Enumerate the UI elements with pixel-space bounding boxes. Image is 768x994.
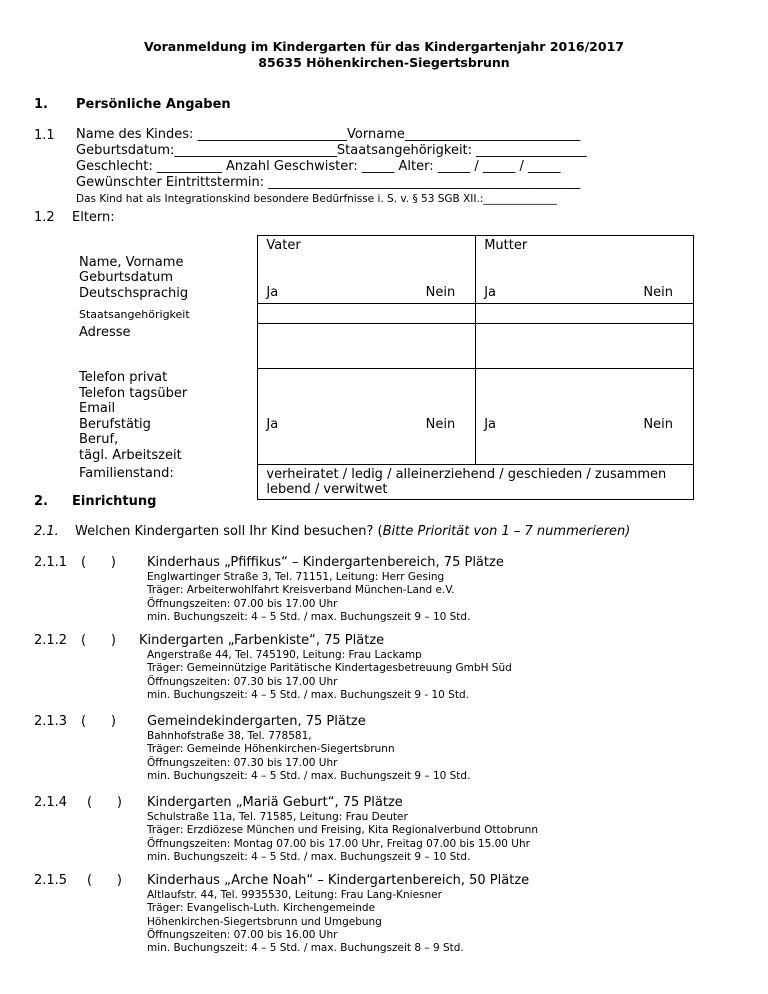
facility-name: Kinderhaus „Arche Noah“ – Kindergartenbereich, 50 Plätze: [147, 873, 530, 888]
facility-name: Kindergarten „Farbenkiste“, 75 Plätze: [139, 633, 385, 648]
label-phone-private: Telefon privat: [79, 370, 168, 385]
facility-provider-region: Höhenkirchen-Siegertsbrunn und Umgebung: [147, 915, 382, 928]
facility-address: Englwartinger Straße 3, Tel. 71151, Leitung: Herr Gesing: [147, 571, 445, 583]
section-1-title: Persönliche Angaben: [76, 97, 231, 112]
facility-address: Bahnhofstraße 38, Tel. 778581,: [147, 730, 312, 742]
priority-field[interactable]: ( ): [81, 555, 116, 570]
mother-address-cell[interactable]: [476, 323, 694, 368]
label-email: Email: [79, 401, 116, 416]
entry-date-line[interactable]: Gewünschter Eintrittstermin: ________________________________________________: [76, 175, 581, 190]
father-contact-cell[interactable]: [258, 368, 476, 464]
facility-provider: Träger: Gemeinnützige Paritätische Kindertagesbetreuung GmbH Süd: [147, 662, 512, 675]
facility-address: Schulstraße 11a, Tel. 71585, Leitung: Frau Deuter: [147, 811, 408, 823]
label-phone-daytime: Telefon tagsüber: [79, 385, 188, 401]
birthdate-nationality-line[interactable]: Geburtsdatum:_________________________Staatsangehörigkeit: _________________: [76, 143, 587, 158]
facility-question: [75, 524, 630, 539]
facility-address: Altlaufstr. 44, Tel. 9935530, Leitung: Frau Lang-Kniesner: [147, 889, 442, 901]
father-german-no[interactable]: Nein: [425, 284, 456, 300]
label-personal-cell: [72, 236, 258, 304]
father-address-cell[interactable]: [258, 323, 476, 368]
label-occupation: Beruf,: [79, 432, 119, 447]
facility-booking: min. Buchungszeit: 4 – 5 Std. / max. Buchungszeit 9 – 10 Std.: [147, 769, 471, 782]
mother-german-no[interactable]: Nein: [643, 284, 673, 300]
facility-hours: Öffnungszeiten: Montag 07.00 bis 17.00 Uhr, Freitag 07.00 bis 15.00 Uhr: [147, 837, 530, 850]
section-1-number: 1.: [34, 97, 48, 112]
section-1-1-number: 1.1: [34, 128, 55, 143]
facility-hours: Öffnungszeiten: 07.30 bis 17.00 Uhr: [147, 675, 338, 688]
label-nationality: Staatsangehörigkeit: [79, 307, 190, 321]
document-subtitle: 85635 Höhenkirchen-Siegertsbrunn: [258, 55, 510, 70]
facility-booking: min. Buchungszeit: 4 – 5 Std. / max. Buchungszeit 8 – 9 Std.: [147, 942, 464, 955]
facility-name: Kindergarten „Mariä Geburt“, 75 Plätze: [147, 795, 403, 810]
facility-number: 2.1.2: [34, 633, 68, 648]
facility-question-text: Welchen Kindergarten soll Ihr Kind besuchen? (: [75, 524, 383, 539]
label-working-hours: tägl. Arbeitszeit: [79, 447, 182, 463]
section-2-number: 2.: [34, 494, 48, 509]
section-2-title: Einrichtung: [72, 494, 157, 509]
facility-hours: Öffnungszeiten: 07.00 bis 17.00 Uhr: [147, 597, 338, 610]
document-title: Voranmeldung im Kindergarten für das Kindergartenjahr 2016/2017: [144, 39, 624, 54]
section-2-1-number: 2.1.: [34, 524, 59, 539]
priority-field[interactable]: ( ): [87, 795, 122, 810]
facility-details: [147, 811, 538, 864]
father-nationality-cell[interactable]: [258, 304, 476, 324]
father-column-header: Vater: [266, 238, 301, 253]
mother-employed-no[interactable]: Nein: [643, 416, 673, 432]
facility-provider: Träger: Evangelisch-Luth. Kirchengemeinde: [147, 902, 376, 915]
priority-field[interactable]: ( ): [81, 633, 116, 648]
facility-address: Angerstraße 44, Tel. 745190, Leitung: Frau Lackamp: [147, 649, 422, 661]
integration-line[interactable]: Das Kind hat als Integrationskind besondere Bedürfnisse i. S. v. § 53 SGB XII.:______________: [76, 193, 557, 205]
facility-hours: Öffnungszeiten: 07.30 bis 17.00 Uhr: [147, 756, 338, 769]
father-personal-cell[interactable]: [258, 236, 476, 304]
section-1-2-number: 1.2: [34, 210, 55, 225]
facility-booking: min. Buchungszeit: 4 – 5 Std. / max. Buchungszeit 9 – 10 Std.: [147, 610, 471, 623]
facility-question-hint: Bitte Priorität von 1 – 7 nummerieren): [382, 524, 631, 539]
mother-german-yes[interactable]: Ja: [484, 284, 496, 300]
father-employed-yes[interactable]: Ja: [266, 416, 279, 432]
facility-provider: Träger: Erzdiözese München und Freising, Kita Regionalverbund Ottobrunn: [147, 824, 538, 837]
label-address: Adresse: [79, 325, 131, 340]
mother-employed-yes[interactable]: Ja: [484, 416, 496, 432]
parents-label: Eltern:: [72, 210, 115, 225]
label-marital-status: Familienstand:: [79, 466, 174, 481]
label-contact-cell: [72, 368, 258, 464]
facility-number: 2.1.3: [34, 714, 68, 729]
priority-field[interactable]: ( ): [81, 714, 116, 729]
priority-field[interactable]: ( ): [87, 873, 122, 888]
facility-details: [147, 571, 470, 624]
facility-number: 2.1.5: [34, 873, 68, 888]
mother-contact-cell[interactable]: [476, 368, 694, 464]
mother-column-header: Mutter: [484, 238, 528, 253]
label-birthdate: Geburtsdatum: [79, 270, 173, 285]
facility-details: [147, 730, 470, 783]
facility-provider: Träger: Arbeiterwohlfahrt Kreisverband München-Land e.V.: [147, 584, 455, 597]
facility-number: 2.1.4: [34, 795, 68, 810]
facility-name: Kinderhaus „Pfiffikus“ – Kindergartenbereich, 75 Plätze: [147, 555, 504, 570]
facility-booking: min. Buchungszeit: 4 – 5 Std. / max. Buchungszeit 9 - 10 Std.: [147, 688, 469, 701]
label-german-speaking: Deutschsprachig: [79, 285, 189, 301]
facility-booking: min. Buchungszeit: 4 – 5 Std. / max. Buchungszeit 9 – 10 Std.: [147, 850, 471, 863]
marital-status-options[interactable]: verheiratet / ledig / alleinerziehend / geschieden / zusammen lebend / verwitwet: [258, 464, 694, 499]
mother-personal-cell[interactable]: [476, 236, 694, 304]
facility-number: 2.1.1: [34, 555, 68, 570]
facility-provider: Träger: Gemeinde Höhenkirchen-Siegertsbrunn: [147, 743, 395, 756]
facility-details: [147, 889, 464, 955]
mother-nationality-cell[interactable]: [476, 304, 694, 324]
father-employed-no[interactable]: Nein: [425, 416, 456, 432]
facility-details: [147, 649, 512, 702]
label-name: Name, Vorname: [79, 254, 184, 270]
parents-table: [72, 235, 694, 500]
gender-siblings-line[interactable]: Geschlecht: __________ Anzahl Geschwister: _____ Alter: _____ / _____ / _____: [76, 159, 561, 174]
facility-hours: Öffnungszeiten: 07.00 bis 16.00 Uhr: [147, 928, 338, 941]
facility-name: Gemeindekindergarten, 75 Plätze: [147, 714, 366, 729]
father-german-yes[interactable]: Ja: [266, 284, 279, 300]
label-employed: Berufstätig: [79, 416, 151, 432]
child-name-line[interactable]: Name des Kindes: _______________________Vorname___________________________: [76, 127, 581, 142]
